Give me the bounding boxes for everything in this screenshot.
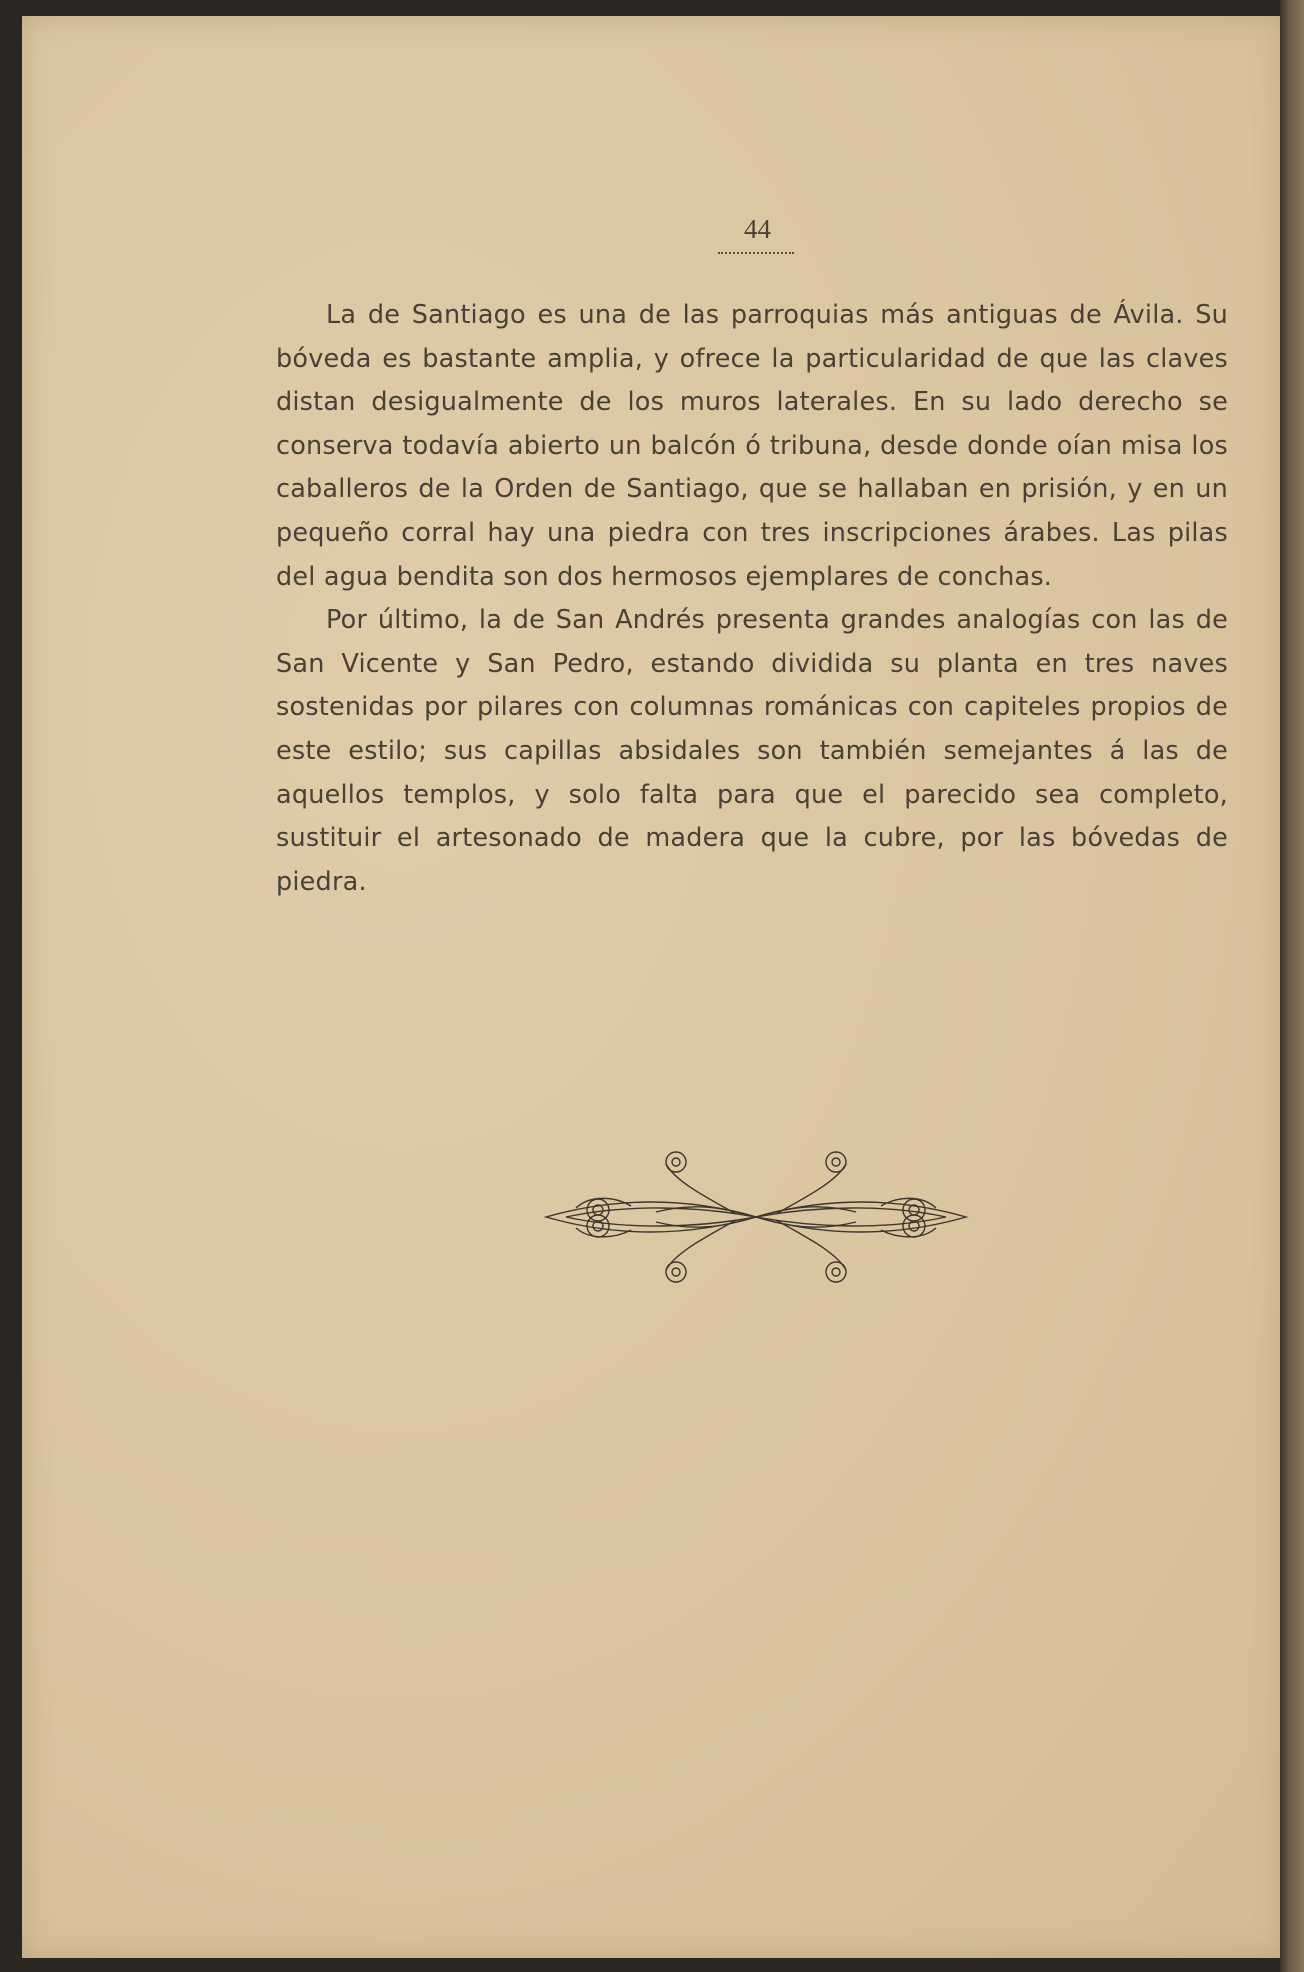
flourish-ornament-icon — [536, 1142, 976, 1292]
book-edge — [1280, 0, 1304, 1972]
body-text — [276, 294, 1228, 904]
paragraph-1: La de Santiago es una de las parroquias más antiguas de Ávila. Su bóveda es bastante amplia, y ofrece la particularidad de que las claves distan desigualmente de los muros laterales. En su lado derecho se conserva todavía abierto un balcón ó tribuna, desde donde oían misa los caballeros de la Orden de Santiago, que se hallaban en prisión, y en un pequeño corral hay una piedra con tres inscripciones árabes. Las pilas del agua bendita son dos hermosos ejemplares de conchas. — [276, 300, 1228, 592]
paragraph-2: Por último, la de San Andrés presenta grandes analogías con las de San Vicente y San Pedro, estando dividida su planta en tres naves sostenidas por pilares con columnas románicas con capiteles propios de este estilo; sus capillas absidales son también semejantes á las de aquellos templos, y solo falta para que el parecido sea completo, sustituir el artesonado de madera que la cubre, por las bóvedas de piedra. — [276, 605, 1228, 897]
page-number-rule — [718, 252, 794, 254]
book-page — [22, 16, 1284, 1958]
page-number: 44 — [744, 214, 771, 244]
